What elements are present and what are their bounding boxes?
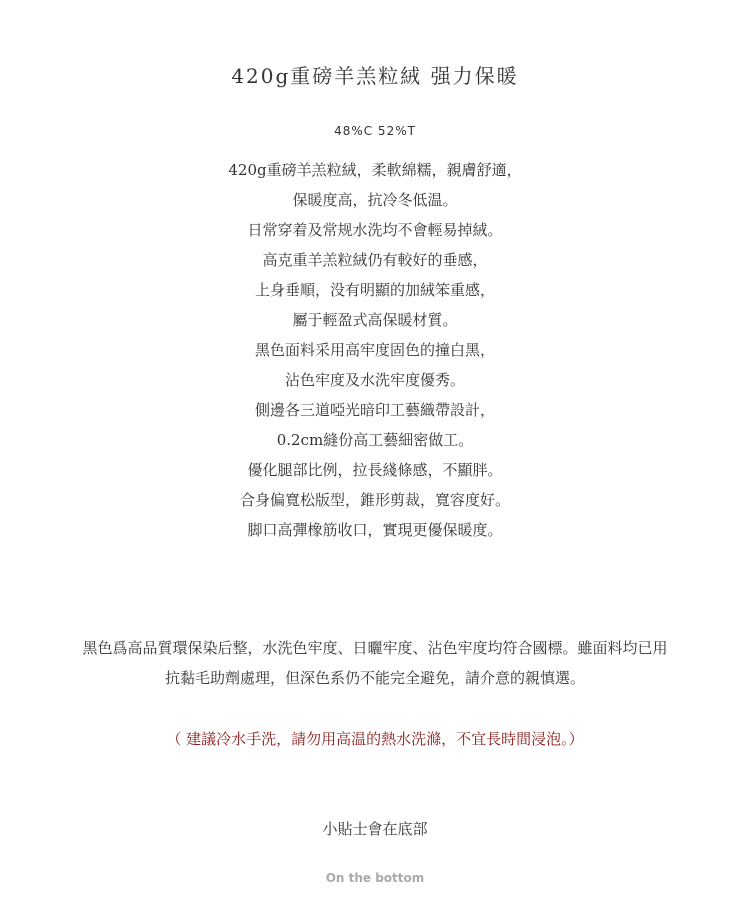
description-line: 上身垂順，没有明顯的加絨笨重感， — [254, 281, 495, 299]
description-line: 日常穿着及常规水洗均不會輕易掉絨。 — [247, 221, 503, 239]
care-line: 抗黏毛助劑處理，但深色系仍不能完全避免，請介意的親慎選。 — [164, 669, 585, 687]
description-line: 屬于輕盈式高保暖材質。 — [292, 311, 458, 329]
description-line: 黑色面料采用高牢度固色的撞白黑， — [254, 341, 495, 359]
description-line: 0.2cm縫份高工藝細密做工。 — [276, 431, 474, 449]
care-line: 黑色爲高品質環保染后整，水洗色牢度、日曬牢度、沾色牢度均符合國標。雖面料均已用 — [82, 639, 668, 657]
description-line: 優化腿部比例，拉長綫條感，不顯胖。 — [247, 461, 503, 479]
product-title: 420g重磅羊羔粒絨 强力保暖 — [231, 64, 519, 88]
description-line: 合身偏寬松版型，錐形剪裁，寬容度好。 — [239, 491, 510, 509]
wash-warning: （ 建議冷水手洗，請勿用高温的熱水洗滌，不宜長時間浸泡。） — [166, 730, 584, 748]
bottom-label: On the bottom — [325, 871, 425, 885]
description-line: 420g重磅羊羔粒絨，柔軟綿糯，親膚舒適， — [228, 161, 522, 179]
description-line: 脚口高彈橡筋收口，實現更優保暖度。 — [247, 521, 503, 539]
tip-text: 小貼士會在底部 — [322, 820, 428, 838]
fabric-composition: 48%C 52%T — [334, 124, 416, 138]
description-line: 保暖度高，抗冷冬低温。 — [292, 191, 458, 209]
product-description — [0, 155, 750, 545]
description-line: 側邊各三道啞光暗印工藝織帶設計， — [254, 401, 495, 419]
description-line: 沾色牢度及水洗牢度優秀。 — [284, 371, 465, 389]
care-notice — [0, 633, 750, 693]
description-line: 高克重羊羔粒絨仍有較好的垂感， — [262, 251, 488, 269]
